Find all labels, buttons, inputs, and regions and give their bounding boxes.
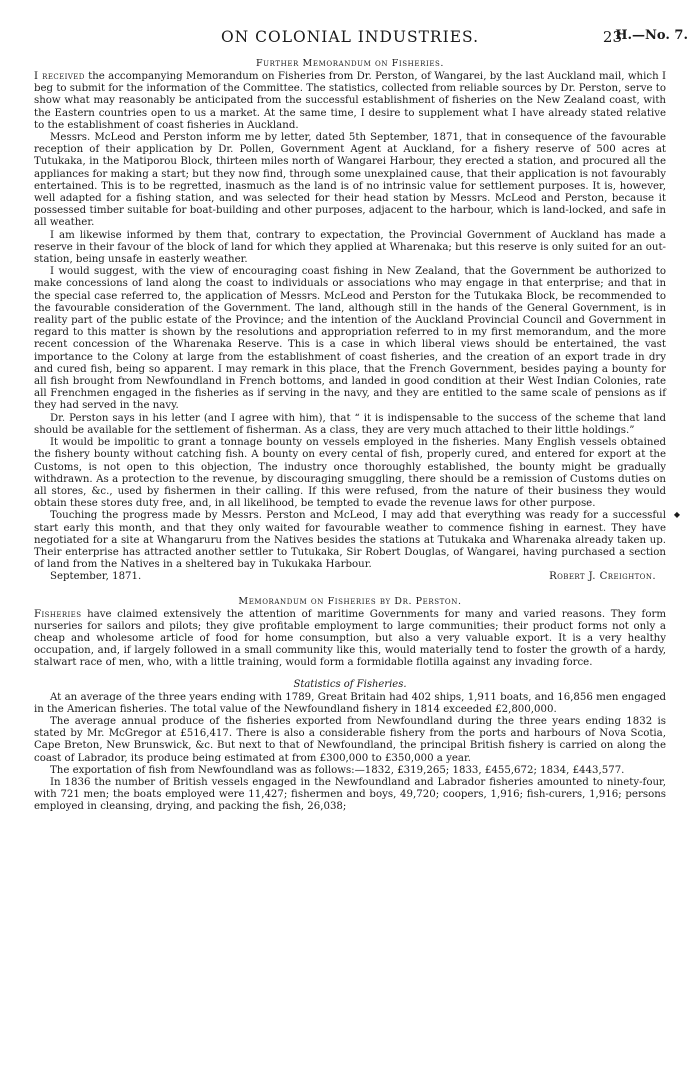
paragraph: I am likewise informed by them that, contrary to expectation, the Provincial Government of Auckland has made a reserve in their favour of the block of land for which they applied at Wharenaka; but this reserve is only suited for an out-station, being unsafe in easterly weather. <box>34 229 666 266</box>
paragraph: Touching the progress made by Messrs. Perston and McLeod, I may add that everything was ready for a successful start early this month, and that they only waited for favourable weather to commence fishing in earnest. They have negotiated for a site at Whangaruru from the Natives besides the stations at Tutukaka and Wharenaka already taken up. Their enterprise has attracted another settler to Tutukaka, Sir Robert Douglas, of Wangarei, having purchased a section of land from the Natives in a sheltered bay in Tukukaka Harbour. <box>34 510 666 571</box>
paragraph: Dr. Perston says in his letter (and I agree with him), that “ it is indispensable to the success of the scheme that land should be available for the settlement of fisherman. As a class, they are very much attached to their little holdings.” <box>34 412 666 436</box>
paragraph: In 1836 the number of British vessels engaged in the Newfoundland and Labrador fisheries amounted to ninety-four, with 721 men; the boats employed were 11,427; fishermen and boys, 49,720; coopers, 1,916; fish-curers, 1,916; persons employed in cleansing, drying, and packing the fish, 26,038; <box>34 776 666 813</box>
document-page <box>34 0 688 814</box>
signature: Robert J. Creighton. <box>549 571 656 583</box>
document-reference: H.—No. 7. <box>615 28 688 43</box>
running-title: ON COLONIAL INDUSTRIES. <box>220 28 480 46</box>
signature-block <box>34 571 666 583</box>
paragraph: I would suggest, with the view of encouraging coast fishing in New Zealand, that the Government be authorized to make concessions of land along the coast to individuals or associations who may engage in that enterprise; and that in the special case referred to, the application of Messrs. McLeod and Perston for the Tutukaka Block, be recommended to the favourable consideration of the Government. The land, although still in the hands of the General Government, is in reality part of the public estate of the Province; and the intention of the Auckland Provincial Council and Government in regard to this matter is shown by the resolutions and appropriation referred to in my first memorandum, and the more recent concession of the Wharenaka Reserve. This is a case in which liberal views should be entertained, the vast importance to the Colony at large from the establishment of coast fisheries, and the creation of an export trade in dry and cured fish, being so apparent. I may remark in this place, that the French Government, besides paying a bounty for all fish brought from Newfoundland in French bottoms, and landed in good condition at their West Indian Colonies, rate all Frenchmen engaged in the fisheries as if serving in the navy, and they are entitled to the same scale of pensions as if they had served in the navy. <box>34 266 666 412</box>
paragraph <box>34 609 666 670</box>
paragraph: The exportation of fish from Newfoundland was as follows:—1832, £319,265; 1833, £455,672; 1834, £443,577. <box>50 764 625 776</box>
paragraph-text: have claimed extensively the attention of maritime Governments for many and varied reasons. They form nurseries for sailors and pilots; they give profitable employment to large communities; their product forms not only a cheap and wholesome article of food for home consumption, but also a very valuable export. It is a very healthy occupation, and, if largely followed in a small community like this, would materially tend to foster the growth of a hardy, stalwart race of men, who, with a little training, would form a formidable flotilla against any invading force. <box>34 608 666 669</box>
section-title-further-memorandum: Further Memorandum on Fisheries. <box>255 58 445 69</box>
paragraph: The average annual produce of the fisheries exported from Newfoundland during the three years ending 1832 is stated by Mr. McGregor at £516,417. There is also a considerable fishery from the ports and harbours of Nova Scotia, Cape Breton, New Brunswick, &c. But next to that of Newfoundland, the principal British fishery is carried on along the coast of Labrador, its produce being estimated at from £300,000 to £350,000 a year. <box>34 715 666 764</box>
page-number: 23 <box>602 28 622 46</box>
section-title-memorandum-perston: Memorandum on Fisheries by Dr. Perston. <box>238 595 462 607</box>
paragraph-lead: Fisheries <box>34 608 82 620</box>
page-header <box>34 28 688 56</box>
margin-mark: ◆ <box>673 510 680 519</box>
letter-date: September, 1871. <box>50 571 142 583</box>
paragraph-text: the accompanying Memorandum on Fisheries from Dr. Perston, of Wangarei, by the last Auckland mail, which I beg to submit for the information of the Committee. The statistics, collected from reliable sources by Dr. Perston, serve to show what may reasonably be anticipated from the successful establishment of fisheries on the New Zealand coast, with the Eastern countries open to us a market. At the same time, I desire to supplement what I have already stated relative to the establishment of coast fisheries in Auckland. <box>34 71 667 131</box>
subsection-title-statistics: Statistics of Fisheries. <box>293 678 407 690</box>
paragraph-lead: I received <box>34 71 85 82</box>
paragraph: It would be impolitic to grant a tonnage bounty on vessels employed in the fisheries. Many English vessels obtained the fishery bounty without catching fish. A bounty on every cental of fish, properly cured, and entered for export at the Customs, is not open to this objection, The industry once thoroughly established, the bounty might be gradually withdrawn. As a protection to the revenue, by discouraging smuggling, there should be a remission of Customs duties on all stores, &c., used by fishermen in their calling. If this were refused, from the nature of their business they would obtain these stores duty free, and, in all likelihood, be tempted to evade the revenue laws for other purpose. <box>34 437 666 510</box>
paragraph: At an average of the three years ending with 1789, Great Britain had 402 ships, 1,911 boats, and 16,856 men engaged in the American fisheries. The total value of the Newfoundland fishery in 1814 exceeded £2,800,000. <box>34 691 666 715</box>
paragraph <box>34 71 666 132</box>
paragraph: Messrs. McLeod and Perston inform me by letter, dated 5th September, 1871, that in consequence of the favourable reception of their application by Dr. Pollen, Government Agent at Auckland, for a fishery reserve of 500 acres at Tutukaka, in the Matiporou Block, thirteen miles north of Wangarei Harbour, they erected a station, and procured all the appliances for making a start; but they now find, through some unexplained cause, that their application is not favourably entertained. This is to be regretted, inasmuch as the land is of no intrinsic value for settlement purposes. It is, however, well adapted for a fishing station, and was selected for their head station by Messrs. McLeod and Perston, because it possessed timber suitable for boat-building and other purposes, adjacent to the harbour, which is land-locked, and safe in all weather. <box>34 132 667 229</box>
